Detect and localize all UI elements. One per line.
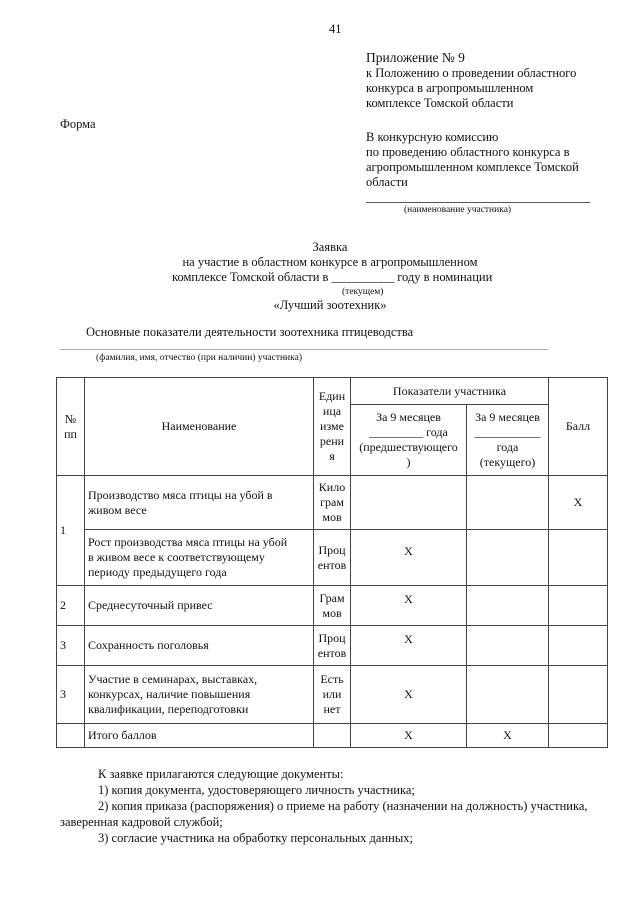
header-unit-line: я <box>329 449 335 463</box>
header-unit-line: Един <box>318 389 346 403</box>
header-curr-line: года <box>496 440 519 454</box>
row-unit <box>314 530 351 586</box>
row-unit-line: Есть <box>320 672 344 686</box>
header-num <box>57 378 85 476</box>
indicators-table <box>56 377 608 748</box>
page-number: 41 <box>329 22 342 36</box>
row-name-line: Итого баллов <box>88 728 157 742</box>
row-unit-line: Кило <box>318 480 346 494</box>
header-curr-line: (текущего) <box>479 455 536 469</box>
row-unit-line: мов <box>322 605 342 620</box>
fio-line <box>60 349 548 350</box>
row-unit-line: ентов <box>317 557 347 572</box>
appendix-line: к Положению о проведении областного <box>366 66 577 80</box>
row-unit <box>314 666 351 724</box>
row-prev-value: X <box>351 666 467 724</box>
attachment-item-2-cont: заверенная кадровой службой; <box>60 815 223 829</box>
header-curr-blank: ___________ <box>474 425 541 439</box>
fio-caption: (фамилия, имя, отчество (при наличии) участника) <box>96 353 302 363</box>
row-num <box>57 724 85 748</box>
participant-name-line <box>366 202 590 203</box>
row-name <box>85 586 314 626</box>
row-curr-value <box>467 476 549 530</box>
row-name-line: периоду предыдущего года <box>88 565 227 579</box>
row-unit-line: мов <box>322 510 342 524</box>
header-score: Балл <box>549 378 608 476</box>
header-unit-line: изме <box>320 419 344 433</box>
row-curr-value <box>467 586 549 626</box>
row-prev-value: X <box>351 530 467 586</box>
row-num: 1 <box>57 476 85 586</box>
row-name <box>85 724 314 748</box>
row-unit-line: грам <box>320 495 344 509</box>
table-row <box>57 626 608 666</box>
row-name <box>85 666 314 724</box>
row-curr-value <box>467 626 549 666</box>
header-curr-period <box>467 405 549 476</box>
header-curr-line: За 9 месяцев <box>475 410 540 424</box>
title-line-2-end: году в номинации <box>397 270 493 284</box>
row-prev-value: X <box>351 626 467 666</box>
current-caption: (текущем) <box>342 287 384 297</box>
header-num-line: № <box>64 411 77 426</box>
row-score <box>549 666 608 724</box>
title-line-1: на участие в областном конкурсе в агропромышленном <box>182 255 478 269</box>
attachment-item-1: 1) копия документа, удостоверяющего личность участника; <box>98 783 415 797</box>
header-prev-year: года <box>426 425 448 439</box>
row-prev-value: X <box>351 586 467 626</box>
table-row <box>57 476 608 530</box>
appendix-line: конкурса в агропромышленном <box>366 81 534 95</box>
row-unit <box>314 476 351 530</box>
appendix-line: комплексе Томской области <box>366 96 514 110</box>
row-name-line: Производство мяса птицы на убой в <box>88 487 273 502</box>
header-unit-line: рени <box>319 434 345 448</box>
row-num: 2 <box>57 586 85 626</box>
row-unit-line: Проц <box>318 542 346 557</box>
header-prev-blank: _________ <box>369 425 424 439</box>
document-title: Заявка <box>312 240 348 254</box>
recipient-block <box>366 130 579 190</box>
recipient-line: В конкурсную комиссию <box>366 130 499 144</box>
row-score <box>549 530 608 586</box>
attachment-item-3: 3) согласие участника на обработку персональных данных; <box>98 831 413 845</box>
row-name-line: Участие в семинарах, выставках, <box>88 672 258 686</box>
appendix-block <box>366 50 576 111</box>
header-unit <box>314 378 351 476</box>
year-blank: __________ <box>331 270 395 284</box>
row-score <box>549 724 608 748</box>
row-curr-value: X <box>467 724 549 748</box>
row-name-line: живом весе <box>88 502 147 517</box>
row-name <box>85 530 314 586</box>
table-row <box>57 530 608 586</box>
nomination: «Лучший зоотехник» <box>273 298 387 312</box>
section-heading: Основные показатели деятельности зоотехника птицеводства <box>86 325 414 339</box>
header-prev-line: ) <box>406 455 411 469</box>
row-num: 3 <box>57 626 85 666</box>
row-name <box>85 626 314 666</box>
header-indicators: Показатели участника <box>351 378 549 405</box>
recipient-line: области <box>366 175 408 189</box>
header-num-line: пп <box>64 426 77 441</box>
title-line-2-start: комплексе Томской области в <box>172 270 329 284</box>
row-name-line: квалификации, переподготовки <box>88 702 249 716</box>
row-score: X <box>549 476 608 530</box>
row-score <box>549 626 608 666</box>
row-name-line: конкурсах, наличие повышения <box>88 687 251 701</box>
row-unit <box>314 586 351 626</box>
table-row <box>57 666 608 724</box>
attachments-intro: К заявке прилагаются следующие документы: <box>98 767 344 781</box>
total-row <box>57 724 608 748</box>
appendix-line: Приложение № 9 <box>366 50 465 65</box>
row-unit-line: или <box>322 687 342 701</box>
participant-name-caption: (наименование участника) <box>404 205 512 215</box>
title-line-2 <box>172 270 492 285</box>
header-prev-period <box>351 405 467 476</box>
header-prev-line: За 9 месяцев <box>376 410 441 424</box>
row-name <box>85 476 314 530</box>
row-unit <box>314 626 351 666</box>
header-unit-line: ица <box>322 404 342 418</box>
row-unit-line: Проц <box>318 630 346 645</box>
recipient-line: агропромышленном комплексе Томской <box>366 160 579 174</box>
header-name: Наименование <box>85 378 314 476</box>
header-prev-line <box>352 425 465 440</box>
row-curr-value <box>467 530 549 586</box>
recipient-line: по проведению областного конкурса в <box>366 145 570 159</box>
table-row <box>57 586 608 626</box>
row-prev-value: X <box>351 724 467 748</box>
row-name-line: Среднесуточный привес <box>88 598 213 612</box>
attachment-item-2: 2) копия приказа (распоряжения) о приеме на работу (назначении на должность) участника, <box>98 799 588 813</box>
row-curr-value <box>467 666 549 724</box>
row-name-line: Рост производства мяса птицы на убой <box>88 535 288 549</box>
form-label: Форма <box>60 117 96 131</box>
header-prev-line: (предшествующего <box>359 440 458 454</box>
row-name-line: Сохранность поголовья <box>88 638 209 652</box>
row-num: 3 <box>57 666 85 724</box>
row-prev-value <box>351 476 467 530</box>
row-score <box>549 586 608 626</box>
row-unit-line: ентов <box>317 645 347 660</box>
row-unit-line: Грам <box>319 590 345 605</box>
row-unit <box>314 724 351 748</box>
row-unit-line: нет <box>323 702 341 716</box>
row-name-line: в живом весе к соответствующему <box>88 550 265 564</box>
